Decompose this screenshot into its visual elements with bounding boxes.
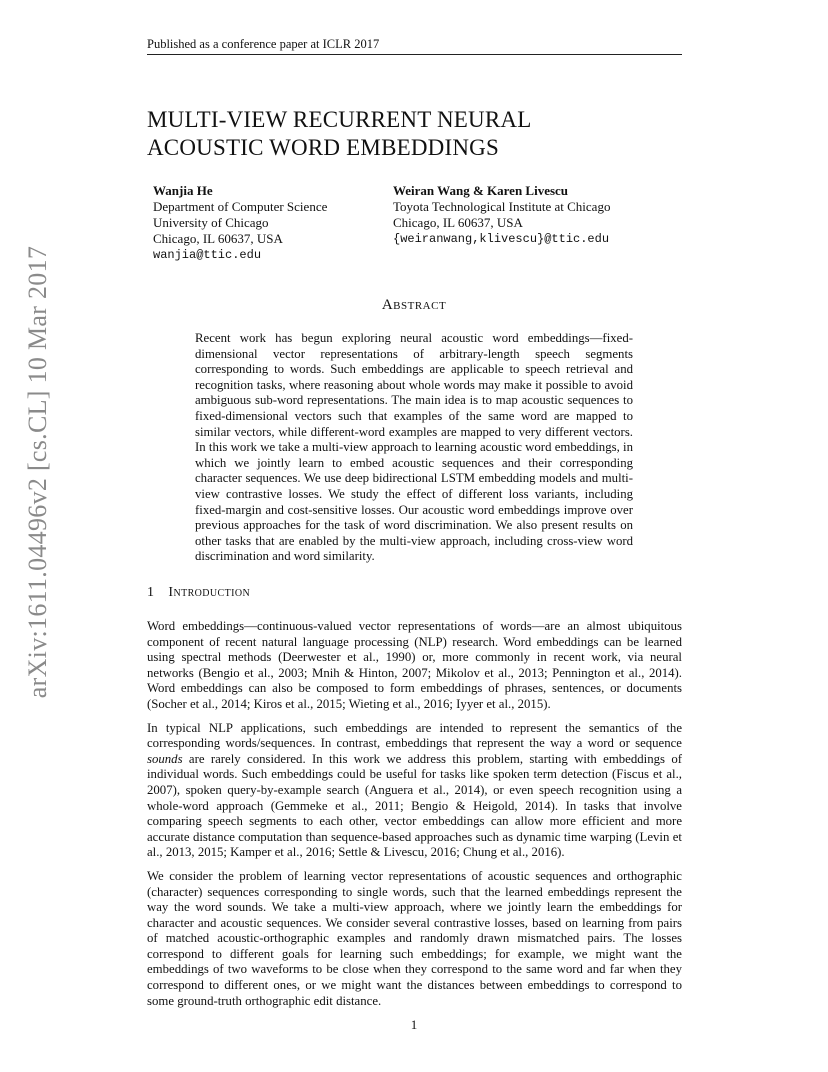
author-affiliation-line: University of Chicago — [153, 215, 269, 230]
author-affiliation-line: Chicago, IL 60637, USA — [393, 215, 523, 230]
author-email[interactable]: {weiranwang,klivescu}@ttic.edu — [393, 232, 610, 246]
abstract-heading: Abstract — [381, 297, 447, 313]
paragraph: We consider the problem of learning vector representations of acoustic sequences and orthographic (character) sequences corresponding to single words, such that the learned embeddings represent the way the word sounds. We take a multi-view approach, where we jointly learn the embeddings for character and acoustic sequences. We consider several contrastive losses, based on learning from pairs of matched acoustic-orthographic examples and randomly drawn mismatched pairs. The losses correspond to different goals for learning such embeddings; for example, we might want the embeddings of two waveforms to be close when they correspond to the same word and far when they correspond to different ones, or we might want the distances between embeddings to correspond to some ground-truth orthographic edit distance. — [147, 868, 682, 1008]
paper-title — [147, 106, 707, 162]
abstract-text: Recent work has begun exploring neural acoustic word embeddings—fixed-dimensional vector representations of arbitrary-length speech segments corresponding to words. Such embeddings are applicable to speech retrieval and recognition tasks, where reasoning about whole words may make it possible to avoid ambiguous sub-word representations. The main idea is to map acoustic sequences to fixed-dimensional vectors such that examples of the same word are mapped to similar vectors, while different-word examples are mapped to very different vectors. In this work we take a multi-view approach to learning acoustic word embeddings, in which we jointly learn to embed acoustic sequences and their corresponding character sequences. We use deep bidirectional LSTM embedding models and multi-view contrastive losses. We study the effect of different loss variants, including fixed-margin and cost-sensitive losses. Our acoustic word embeddings improve over previous approaches for the task of word discrimination. We also present results on other tasks that are enabled by the multi-view approach, including cross-view word discrimination and word similarity. — [195, 331, 633, 564]
arxiv-identifier-stamp[interactable]: arXiv:1611.04496v2 [cs.CL] 10 Mar 2017 — [23, 245, 52, 699]
author-email[interactable]: wanjia@ttic.edu — [153, 248, 262, 262]
page-number: 1 — [410, 1017, 418, 1032]
emphasis-text: sounds — [147, 751, 183, 766]
section-heading-introduction — [147, 585, 250, 601]
text-run: In typical NLP applications, such embeddings are intended to represent the semantics of the corresponding words/sequences. In contrast, embeddings that represent the way a word or sequence — [147, 720, 682, 751]
author-name: Wanjia He — [153, 183, 213, 198]
author-affiliation-line: Chicago, IL 60637, USA — [153, 231, 283, 246]
paragraph: Word embeddings—continuous-valued vector representations of words—are an almost ubiquitous component of recent natural language processing (NLP) research. Word embeddings can be learned using spectral methods (Deerwester et al., 1990) or, more commonly in recent work, via neural networks (Bengio et al., 2003; Mnih & Hinton, 2007; Mikolov et al., 2013; Pennington et al., 2014). Word embeddings can also be composed to form embeddings of phrases, sentences, or documents (Socher et al., 2014; Kiros et al., 2015; Wieting et al., 2016; Iyyer et al., 2015). — [147, 619, 682, 711]
paragraph — [147, 721, 682, 861]
introduction-body — [147, 619, 682, 1017]
section-number: 1 — [147, 585, 155, 600]
author-affiliation-line: Department of Computer Science — [153, 199, 328, 214]
running-header: Published as a conference paper at ICLR 2017 — [147, 36, 682, 55]
section-title: Introduction — [168, 585, 251, 600]
author-block-2 — [393, 183, 673, 247]
title-line-2: ACOUSTIC WORD EMBEDDINGS — [147, 135, 499, 160]
author-block-1 — [153, 183, 373, 263]
author-affiliation-line: Toyota Technological Institute at Chicago — [393, 199, 611, 214]
author-name: Weiran Wang & Karen Livescu — [393, 183, 569, 198]
text-run: are rarely considered. In this work we address this problem, starting with embeddings of individual words. Such embeddings could be useful for tasks like spoken term detection (Fiscus et al., 2007), spoken query-by-example search (Anguera et al., 2014), or even speech recognition using a whole-word approach (Gemmeke et al., 2011; Bengio & Heigold, 2014). In tasks that involve comparing speech segments to each other, vector embeddings can allow more efficient and more accurate distance computation than sequence-based approaches such as dynamic time warping (Levin et al., 2013, 2015; Kamper et al., 2016; Settle & Livescu, 2016; Chung et al., 2016). — [147, 751, 682, 860]
title-line-1: MULTI-VIEW RECURRENT NEURAL — [147, 107, 532, 132]
